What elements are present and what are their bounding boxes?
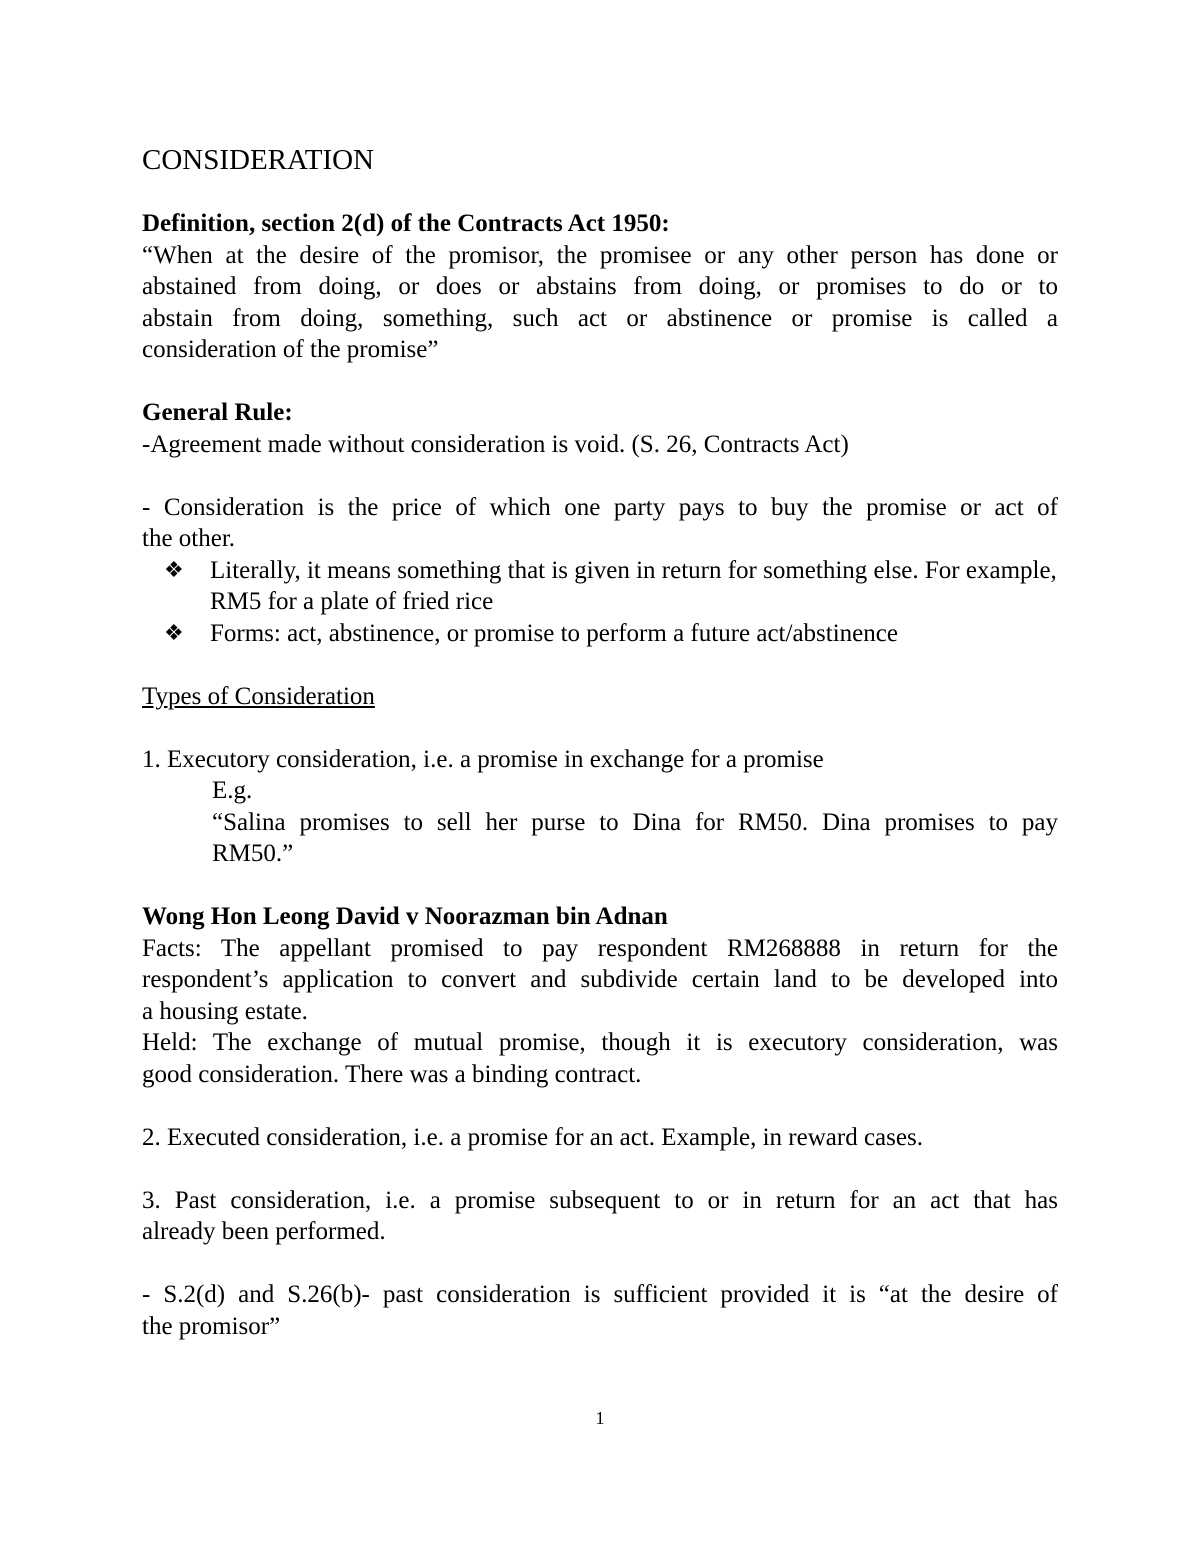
- types-heading: Types of Consideration: [142, 682, 375, 710]
- definition-quote-line: abstained from doing, or does or abstains from doing, or promises to do or to: [142, 273, 1058, 300]
- definition-quote-line: abstain from doing, something, such act or abstinence or promise is called a: [142, 304, 1058, 332]
- past-consideration-note-line: the promisor”: [142, 1312, 281, 1340]
- case-held-line: good consideration. There was a binding contract.: [142, 1060, 642, 1088]
- bullet-text: Literally, it means something that is given in return for something else. For example, RM5 for a plate of fried rice: [210, 556, 1057, 615]
- case-facts-line: Facts: The appellant promised to pay respondent RM268888 in return for the: [142, 934, 1058, 962]
- general-rule-2-line: the other.: [142, 525, 236, 552]
- case-facts-line: a housing estate.: [142, 997, 308, 1025]
- bullet-text: Forms: act, abstinence, or promise to perform a future act/abstinence: [210, 619, 898, 647]
- definition-heading: Definition, section 2(d) of the Contracts Act 1950:: [142, 210, 670, 237]
- document-page: [142, 140, 1058, 1342]
- diamond-bullet-icon: ❖: [164, 620, 184, 646]
- example-line: “Salina promises to sell her purse to Dina for RM50. Dina promises to pay: [212, 808, 1058, 836]
- consideration-bullets: [142, 555, 1058, 650]
- type-item-3-line: already been performed.: [142, 1218, 386, 1245]
- diamond-bullet-icon: ❖: [164, 557, 184, 583]
- case-held-line: Held: The exchange of mutual promise, though it is executory consideration, was: [142, 1029, 1058, 1056]
- list-item: [164, 555, 1058, 618]
- example-line: RM50.”: [212, 840, 294, 867]
- case-facts-line: respondent’s application to convert and subdivide certain land to be developed into: [142, 966, 1058, 993]
- page-number: 1: [595, 1408, 605, 1428]
- example-block: [142, 775, 1058, 870]
- type-item-3-line: 3. Past consideration, i.e. a promise subsequent to or in return for an act that has: [142, 1186, 1058, 1214]
- type-item-2: 2. Executed consideration, i.e. a promise for an act. Example, in reward cases.: [142, 1123, 923, 1151]
- document-title: CONSIDERATION: [142, 144, 374, 176]
- general-rule-heading: General Rule:: [142, 399, 293, 426]
- list-item: [164, 618, 1058, 650]
- definition-quote-line: consideration of the promise”: [142, 336, 439, 363]
- example-label: E.g.: [212, 777, 253, 804]
- past-consideration-note-line: - S.2(d) and S.26(b)- past consideration is sufficient provided it is “at the desire of: [142, 1281, 1058, 1308]
- general-rule-2-line: - Consideration is the price of which one party pays to buy the promise or act of: [142, 493, 1058, 521]
- case-name: Wong Hon Leong David v Noorazman bin Adnan: [142, 903, 668, 930]
- type-item-1: 1. Executory consideration, i.e. a promise in exchange for a promise: [142, 745, 824, 773]
- general-rule-1: -Agreement made without consideration is void. (S. 26, Contracts Act): [142, 430, 849, 458]
- definition-quote-line: “When at the desire of the promisor, the promisee or any other person has done or: [142, 241, 1058, 269]
- definition-quote: [142, 240, 1058, 366]
